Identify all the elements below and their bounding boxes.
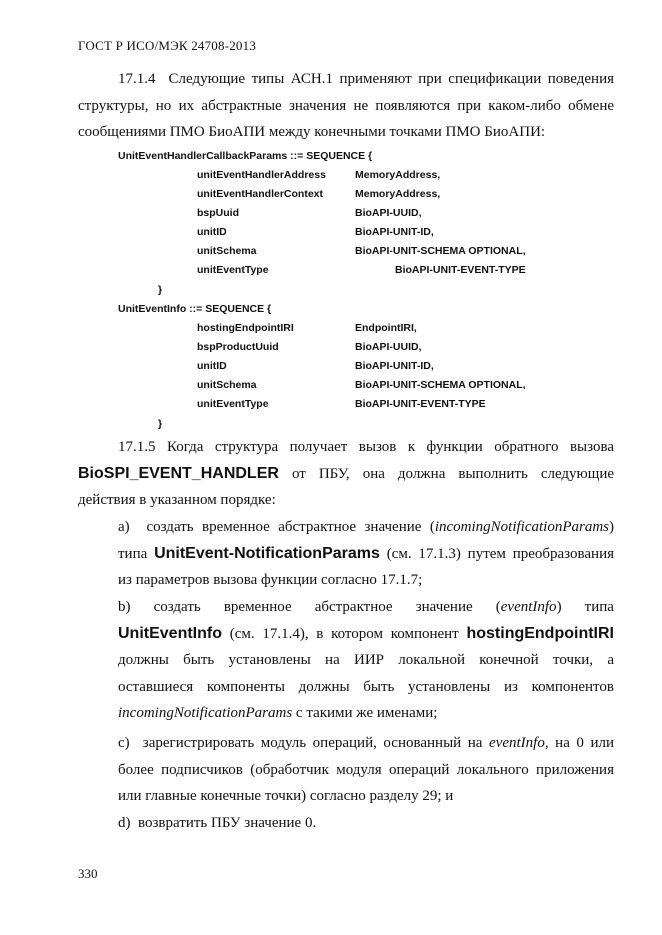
code-field-name: unitSchema bbox=[197, 245, 257, 257]
item-b-word: временное bbox=[223, 599, 292, 615]
item-b-line3: должны быть установлены на ИИР локальной конечной точки, а bbox=[118, 652, 614, 668]
code-block1-close: } bbox=[158, 284, 163, 296]
code-field-name: unitSchema bbox=[197, 379, 257, 391]
list-item-c bbox=[118, 730, 614, 810]
s1714-line2: структуры, но их абстрактные значения не появляются при каком-либо обмене bbox=[78, 97, 614, 114]
code-field-name: bspProductUuid bbox=[197, 341, 279, 353]
item-b-line2 bbox=[118, 621, 614, 648]
italic-term: incomingNotificationParams bbox=[434, 519, 610, 535]
code-field-type: BioAPI-UUID, bbox=[355, 341, 422, 353]
item-a-line1 bbox=[118, 514, 614, 541]
italic-term: eventInfo bbox=[489, 735, 545, 751]
code-field-type: BioAPI-UUID, bbox=[355, 207, 422, 219]
code-block2-header: UnitEventInfo ::= SEQUENCE { bbox=[118, 303, 272, 315]
bold-term: UnitEvent-NotificationParams bbox=[154, 544, 380, 562]
s1715-line1 bbox=[78, 434, 614, 461]
code-field-name: bspUuid bbox=[197, 207, 239, 219]
list-item-d bbox=[118, 810, 614, 837]
code-field-name: unitEventHandlerAddress bbox=[197, 169, 326, 181]
list-item-a bbox=[118, 514, 614, 594]
item-c-text: зарегистрировать модуль операций, основанный на bbox=[142, 735, 483, 751]
item-b-line5 bbox=[118, 700, 614, 727]
italic-term: incomingNotificationParams bbox=[118, 705, 293, 721]
item-b-word: создать bbox=[153, 599, 201, 615]
item-a-text: (см. 17.1.3) путем преобразования bbox=[386, 545, 614, 562]
code-field-name: hostingEndpointIRI bbox=[197, 322, 294, 334]
code-field-type: EndpointIRI, bbox=[355, 322, 417, 334]
item-b-line4: оставшиеся компоненты должны быть установлены из компонентов bbox=[118, 678, 614, 695]
bold-term: UnitEventInfo bbox=[118, 624, 222, 642]
s1714-line1 bbox=[78, 66, 614, 93]
code-field-type: BioAPI-UNIT-SCHEMA OPTIONAL, bbox=[355, 379, 526, 391]
s1715-line2-text: от ПБУ, она должна выполнить следующие bbox=[291, 465, 614, 482]
list-item-b bbox=[118, 594, 614, 727]
item-c-line2: более подписчиков (обработчик модуля операций локального приложения bbox=[118, 761, 614, 778]
page-number: 330 bbox=[78, 866, 98, 881]
item-c-text: , на 0 или bbox=[544, 735, 615, 751]
section-17-1-5 bbox=[78, 434, 614, 514]
item-b-text: с такими же именами; bbox=[295, 705, 438, 721]
item-d-line1 bbox=[118, 810, 614, 837]
item-b-word: значение bbox=[415, 599, 473, 615]
code-field-type: BioAPI-UNIT-EVENT-TYPE bbox=[355, 398, 486, 410]
item-c-line3: или главные конечные точки) согласно разделу 29; и bbox=[118, 788, 454, 804]
section-number: 17.1.5 bbox=[118, 439, 156, 455]
item-b-line1 bbox=[118, 594, 614, 621]
item-a-text: типа bbox=[118, 545, 148, 562]
code-block2-close: } bbox=[158, 418, 163, 430]
s1715-line3: действия в указанном порядке: bbox=[78, 492, 276, 508]
code-field-type: BioAPI-UNIT-EVENT-TYPE bbox=[395, 264, 526, 276]
code-field-type: BioAPI-UNIT-SCHEMA OPTIONAL, bbox=[355, 245, 526, 257]
item-label: d) bbox=[118, 815, 131, 831]
italic-term: eventInfo bbox=[500, 599, 557, 615]
code-field-type: MemoryAddress, bbox=[355, 188, 441, 200]
code-field-type: MemoryAddress, bbox=[355, 169, 441, 181]
code-block1-header: UnitEventHandlerCallbackParams ::= SEQUENCE { bbox=[118, 150, 373, 162]
code-field-name: unitEventHandlerContext bbox=[197, 188, 324, 200]
code-field-type: BioAPI-UNIT-ID, bbox=[355, 360, 434, 372]
s1715-line2 bbox=[78, 461, 614, 488]
section-17-1-4 bbox=[78, 66, 614, 146]
s1715-line1-text: Когда структура получает вызов к функции обратного вызова bbox=[166, 439, 614, 455]
item-label: с) bbox=[118, 735, 130, 751]
page-header: ГОСТ Р ИСО/МЭК 24708-2013 bbox=[78, 38, 257, 53]
item-b-word: типа bbox=[584, 599, 614, 615]
code-field-name: unitID bbox=[197, 226, 227, 238]
bold-term: hostingEndpointIRI bbox=[466, 624, 614, 642]
s1714-line1-text: Следующие типы АСН.1 применяют при спецификации поведения bbox=[168, 71, 614, 87]
item-a-line3: из параметров вызова функции согласно 17.1.7; bbox=[118, 572, 423, 588]
code-field-name: unitEventType bbox=[197, 398, 269, 410]
item-label: а) bbox=[118, 519, 130, 535]
handler-name: BioSPI_EVENT_HANDLER bbox=[78, 464, 279, 482]
item-c-line1 bbox=[118, 730, 614, 757]
item-b-word: (eventInfo) bbox=[495, 599, 562, 615]
item-label: b) bbox=[118, 599, 131, 615]
item-a-text: ) bbox=[609, 519, 615, 535]
item-d-text: возвратить ПБУ значение 0. bbox=[138, 815, 317, 831]
code-field-type: BioAPI-UNIT-ID, bbox=[355, 226, 434, 238]
item-b-text: (см. 17.1.4), в котором компонент bbox=[229, 625, 459, 642]
code-field-name: unitEventType bbox=[197, 264, 269, 276]
item-a-line2 bbox=[118, 541, 614, 568]
item-b-word: абстрактное bbox=[314, 599, 393, 615]
section-number: 17.1.4 bbox=[118, 71, 156, 87]
code-field-name: unitID bbox=[197, 360, 227, 372]
item-a-text: создать временное абстрактное значение ( bbox=[146, 519, 435, 535]
s1714-line3: сообщениями ПМО БиоАПИ между конечными точками ПМО БиоАПИ: bbox=[78, 124, 546, 140]
